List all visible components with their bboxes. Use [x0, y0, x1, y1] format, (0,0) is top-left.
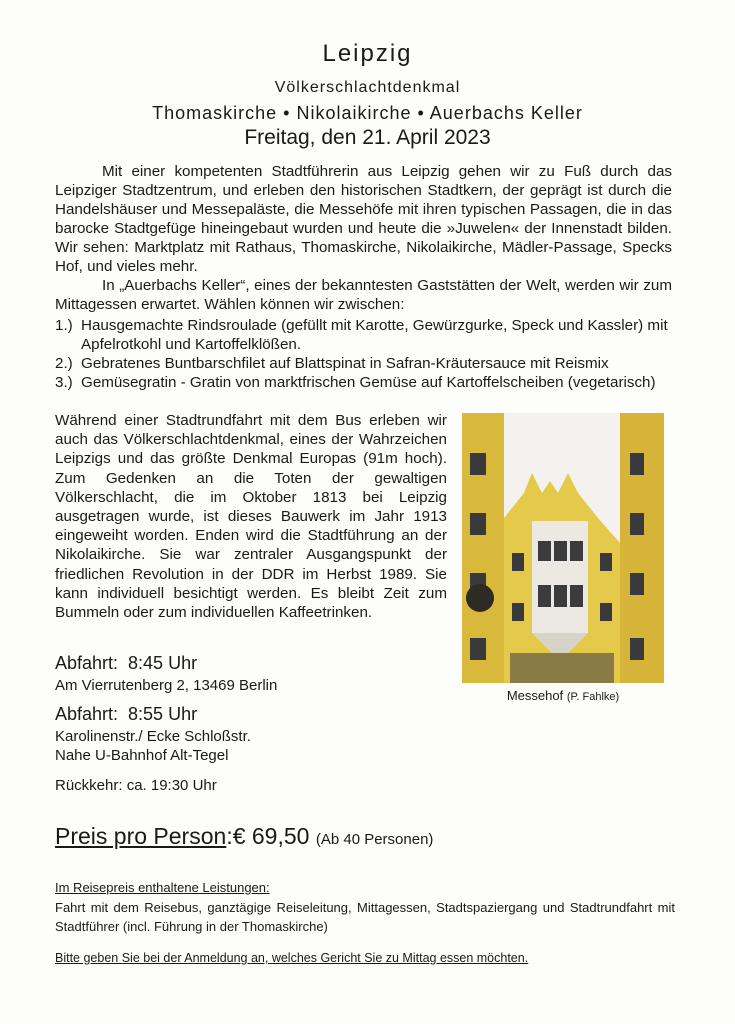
menu-item-1: [55, 316, 685, 354]
departure-1-address: Am Vierrutenberg 2, 13469 Berlin: [55, 677, 278, 694]
caption-credit: (P. Fahlke): [566, 691, 620, 703]
menu-item-2: [55, 354, 685, 373]
included-text: Fahrt mit dem Reisebus, ganztägige Reiseleitung, Mittagessen, Stadtspaziergang und Stadtrundfahrt mit Stadtführer (incl. Führung in der Thomaskirche): [55, 900, 675, 934]
caption-text: Messehof: [506, 688, 564, 703]
menu-item-text: Hausgemachte Rindsroulade (gefüllt mit Karotte, Gewürzgurke, Speck und Kassler) mit Apfelrotkohl und Kartoffelklößen.: [81, 317, 668, 353]
departure-2-note: Nahe U-Bahnhof Alt-Tegel: [55, 747, 229, 764]
bus-tour-paragraph: Während einer Stadtrundfahrt mit dem Bus erleben wir auch das Völkerschlachtdenkmal, eines der Wahrzeichen Leipzigs und das größte Denkmal Europas (91m hoch). Zum Gedenken an die Toten der gewaltigen Völkerschlacht, die im Oktober 1813 bei Leipzig ausgetragen wurde, ist dieses Bauwerk im Jahr 1913 eingeweiht worden. Enden wird die Stadtführung an der Nikolaikirche. Sie war zentraler Ausgangspunkt der friedlichen Revolution in der DDR im Herbst 1989. Sie kann individuell besichtigt werden. Es bleibt Zeit zum Bummeln oder zum individuellen Kaffeetrinken.: [55, 412, 447, 622]
departure-1-time: Abfahrt: 8:45 Uhr: [55, 653, 198, 673]
lunch-intro-paragraph: In „Auerbachs Keller“, eines der bekanntesten Gaststätten der Welt, werden wir zum Mittagessen erwartet. Wählen können wir zwischen:: [55, 277, 672, 313]
included-heading: Im Reisepreis enthaltene Leistungen:: [55, 880, 270, 895]
messehof-photo: [462, 413, 664, 683]
menu-item-3: [55, 373, 685, 392]
price-note: (Ab 40 Personen): [315, 831, 434, 848]
price-label: Preis pro Person: [55, 823, 227, 849]
return-time: Rückkehr: ca. 19:30 Uhr: [55, 777, 217, 794]
subtitle: Völkerschlachtdenkmal: [274, 79, 461, 96]
menu-item-text: Gemüsegratin - Gratin von marktfrischen Gemüse auf Kartoffelscheiben (vegetarisch): [81, 374, 656, 391]
departure-2-time: Abfahrt: 8:55 Uhr: [55, 704, 198, 724]
price-value: :€ 69,50: [226, 823, 310, 849]
photo-caption: [462, 688, 664, 703]
menu-item-text: Gebratenes Buntbarschfilet auf Blattspinat in Safran-Kräutersauce mit Reismix: [81, 355, 609, 372]
menu-item-number: 2.): [55, 355, 73, 372]
page-title: Leipzig: [322, 40, 413, 67]
menu-item-number: 1.): [55, 317, 73, 334]
footer-note: Bitte geben Sie bei der Anmeldung an, welches Gericht Sie zu Mittag essen möchten.: [55, 951, 529, 965]
sights-line: Thomaskirche • Nikolaikirche • Auerbachs Keller: [152, 103, 583, 123]
menu-item-number: 3.): [55, 374, 73, 391]
trip-date: Freitag, den 21. April 2023: [244, 126, 491, 149]
intro-paragraph: Mit einer kompetenten Stadtführerin aus Leipzig gehen wir zu Fuß durch das Leipziger Stadtzentrum, und erleben den historischen Stadtkern, der geprägt ist durch die Handelshäuser und Messepaläste, die Messehöfe mit ihren typischen Passagen, die in das barocke Stadtgefüge hineingebaut wurden und heute die »Juwelen« der Innenstadt bilden. Wir sehen: Marktplatz mit Rathaus, Thomaskirche, Nikolaikirche, Mädler-Passage, Specks Hof, und vieles mehr.: [55, 163, 672, 275]
price-line: [55, 823, 433, 850]
departure-2-address: Karolinenstr./ Ecke Schloßstr.: [55, 728, 251, 745]
